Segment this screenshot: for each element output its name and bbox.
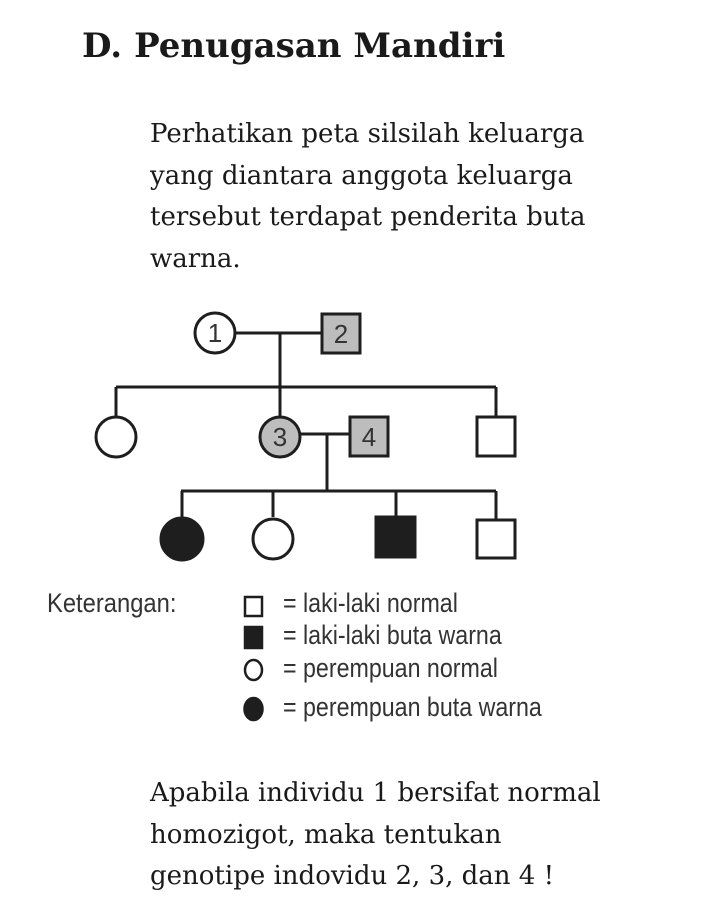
legend-circle-open-icon [245,660,262,680]
legend-item: = laki-laki normal [283,588,458,618]
gen3-male-colorblind [376,517,415,557]
legend-circle-filled-icon [245,698,263,720]
label-4: 4 [361,422,377,452]
legend-square-filled-icon [245,627,262,648]
label-3: 3 [272,422,288,452]
legend-title: Keterangan: [47,588,177,618]
intro-line: warna. [150,243,241,274]
gen3-female-normal [253,519,293,559]
section-title: Penugasan Mandiri [134,26,506,66]
legend-symbols [245,597,263,720]
intro-line: Perhatikan peta silsilah keluarga [150,119,585,149]
gen2-male-normal [477,417,515,456]
question-paragraph [150,773,601,898]
legend-item: = laki-laki buta warna [283,620,502,650]
legend-square-open-icon [245,597,262,616]
label-2: 2 [333,319,349,349]
question-line: homozigot, maka tentukan [150,819,502,850]
section-letter: D. [82,26,123,66]
gen3-female-colorblind [161,518,203,560]
intro-line: tersebut terdapat penderita buta [150,202,586,232]
legend-item: = perempuan normal [283,653,498,683]
legend-item: = perempuan buta warna [283,692,542,722]
question-line: Apabila individu 1 bersifat normal [150,778,601,808]
question-line: genotipe indovidu 2, 3, dan 4 ! [150,861,555,891]
gen3-male-normal [477,520,515,558]
pedigree-lines [116,333,496,520]
intro-line: yang diantara anggota keluarga [150,160,573,191]
label-1: 1 [207,318,223,348]
gen2-female-normal [96,417,136,457]
